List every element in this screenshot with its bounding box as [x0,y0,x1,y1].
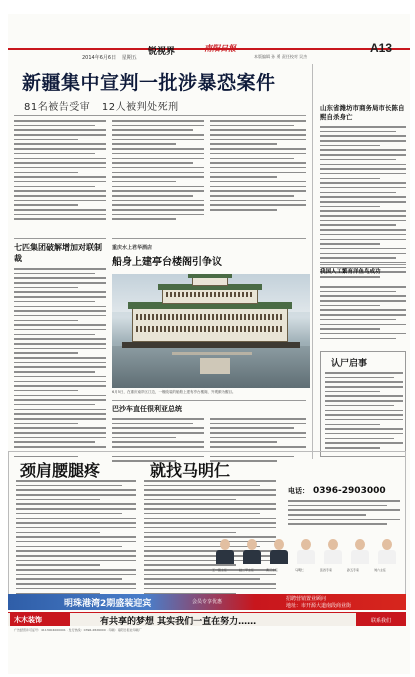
photo-caption: 6月5日，在重庆南岸区江边，一艘改装的船舶上建有亭台楼阁，外观颇为醒目。 [112,390,236,394]
notice-text [325,372,403,452]
page-footer: 广告经营许可证号：4113004000001 · 发行热线：0396-2826000 · 印刷：南阳日报社印刷厂 [14,628,142,632]
decoration-tail: 联系我们 [356,613,406,626]
property-ad-mid: 会员专享优惠 [192,599,223,605]
doctor-portrait [241,536,263,564]
decoration-ad-band [8,612,406,626]
doctor-portrait [214,536,236,564]
ad-phone-number: 0396-2903000 [313,486,386,496]
left-mid-headline: 七匹集团破解增加对联制裁 [14,243,102,263]
doctor-label: 赵二平主任 [239,568,255,572]
divider [112,238,306,239]
doctor-portrait [322,536,344,564]
photo-headline: 船身上建亭台楼阁引争议 [112,257,222,268]
property-ad-title: 明珠港湾2期盛装迎宾 [64,599,152,609]
doctor-portrait [349,536,371,564]
story-column [320,286,406,342]
subhead-part: 81名被告受审 [24,102,91,113]
story-column [14,120,106,223]
story-column [112,120,204,223]
divider [14,115,306,116]
newspaper-logo: 南阳日报 [204,44,236,53]
divider [112,400,306,401]
doctor-label: 王一铭主任 [212,568,228,572]
hotel-ship-photo [112,274,310,388]
ad-headline-left: 颈肩腰腿疼 [20,461,101,480]
date-text: 2014年6月6日 [82,55,117,61]
ad-text-column [16,480,136,597]
decoration-logo: 木木装饰 [10,613,70,626]
property-ad-band [8,594,406,610]
photo-kicker: 重庆水上君华酒店 [112,245,153,251]
story-column [320,126,406,281]
right-mid-headline: 我国人工繁育洋鱼鸟成功 [320,269,381,275]
masthead-date [82,54,141,61]
weekday-text: 星期五 [121,55,137,61]
notice-title: 认尸启事 [331,359,368,369]
story-column [14,268,106,460]
doctor-photos [214,536,404,572]
ad-text-column [288,500,400,528]
main-subhead [24,98,187,113]
divider [320,264,406,265]
doctor-label: 黄三主任 [266,568,279,572]
doctor-portrait [376,536,398,564]
ad-headline-right: 就找马明仁 [150,461,231,480]
doctor-portrait [295,536,317,564]
property-ad-address: 地址：市开源大道南段商业街 [286,603,352,609]
divider [14,238,106,239]
property-ad-right: 招聘营销置业顾问 [286,596,327,602]
subhead-part: 12人被判处死刑 [101,102,179,113]
decoration-slogan: 有共享的梦想 其实我们一直在努力…… [100,617,257,627]
doctor-label: 刘六主任 [374,568,387,572]
doctor-label: 张四专家 [320,568,333,572]
main-headline: 新疆集中宣判一批涉暴恐案件 [22,72,276,94]
column-rule [312,64,313,459]
staff-line: 本版编辑 孙 勇 责任校对 吴杰 [254,54,308,59]
bottom-mid-headline: 巴沙车直任很利亚总统 [112,405,182,413]
story-column [210,120,306,214]
doctor-label: 马明仁 [295,568,305,572]
doctor-label: 孙五专家 [347,568,360,572]
notice-box [320,351,406,457]
ad-phone-label: 电话： [288,487,309,495]
right-top-headline: 山东省潍坊市商务局市长陈自熙自杀身亡 [320,104,405,121]
doctor-portrait [268,536,290,564]
section-title: 锐视界 [148,47,176,57]
page-number: A13 [370,41,393,55]
